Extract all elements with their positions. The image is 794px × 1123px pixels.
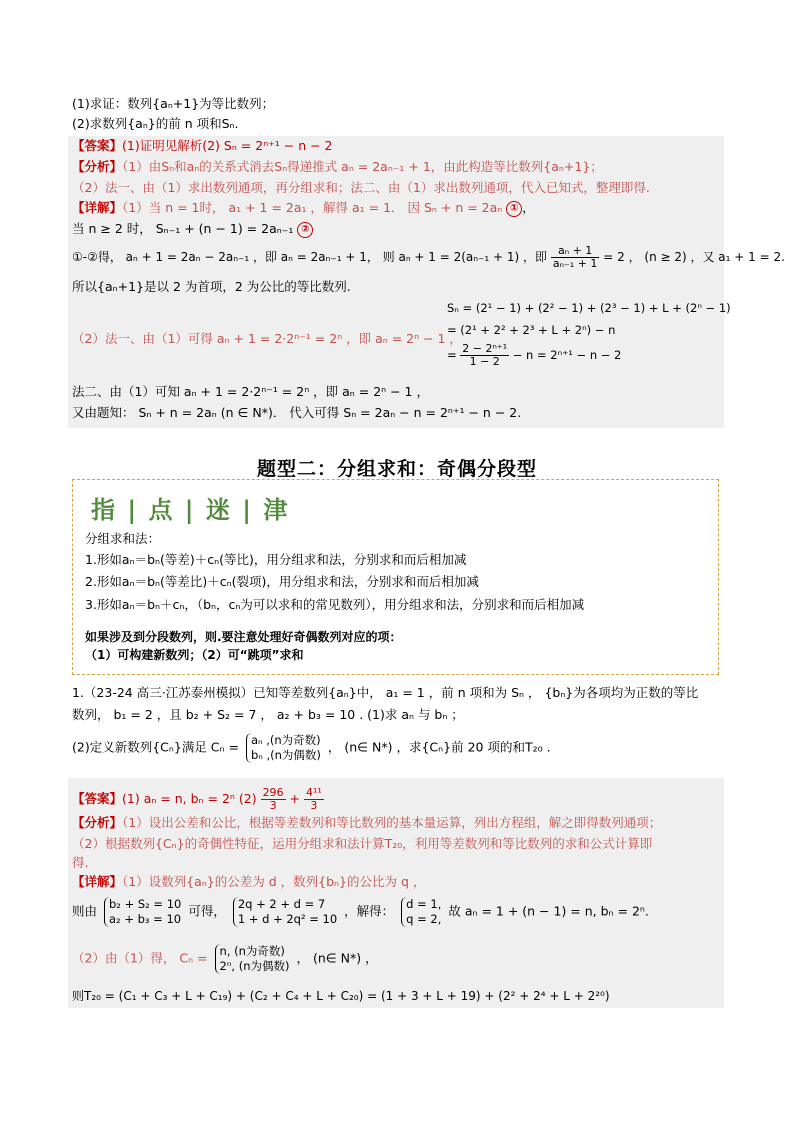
sum-line-2: = (2¹ + 2² + 2³ + L + 2ⁿ) − n (447, 323, 616, 337)
detail-b-part2 (72, 944, 378, 974)
answer-b-frac-1-num: 296 (262, 786, 284, 799)
system-2-eq-b: 1 + d + 2q² = 10 (237, 912, 338, 926)
answer-b-plus: + (289, 791, 301, 806)
problem-b-line-2: 数列， b₁ = 2 ，且 b₂ + S₂ = 7 ， a₂ + b₃ = 10 . (1)求 aₙ 与 bₙ ； (72, 707, 464, 722)
detail-b-1 (72, 874, 425, 890)
ratio-numerator: aₙ + 1 (551, 245, 600, 258)
detail-a-1: 【详解】（1）当 n = 1时， a₁ + 1 = 2a₁ ，解得 a₁ = 1． 因 Sₙ + n = 2aₙ ① ， (72, 200, 535, 215)
analysis-b-1 (72, 815, 661, 831)
tips-item-3: 3.形如aₙ＝bₙ＋cₙ，（bₙ，cₙ为可以求和的常见数列），用分组求和法，分别求和而后相加减 (85, 597, 585, 612)
system-1-eq-b: a₂ + b₃ = 10 (109, 912, 182, 926)
detail-b-final: 则T₂₀ = (C₁ + C₃ + L + C₁₉) + (C₂ + C₄ + L + C₂₀) = (1 + 3 + L + 19) + (2² + 2⁴ + L + 2²⁰) (72, 989, 610, 1003)
answer-a-line (72, 138, 333, 154)
part2-pre: （2）由（1）得， Cₙ = (72, 950, 208, 966)
part2-post: ， (n∈ N*) ， (296, 950, 378, 966)
problem-b-q2-pre: (2)定义新数列{Cₙ}满足 Cₙ = (72, 739, 239, 755)
answer-label: 【答案】 (72, 138, 123, 153)
system-1-eq-a: b₂ + S₂ = 10 (109, 897, 182, 911)
tips-note-1: 如果涉及到分段数列，则.要注意处理好奇偶数列对应的项： (85, 630, 402, 644)
tips-box (72, 479, 719, 675)
system-3-eq-a: d = 1, (406, 897, 442, 911)
problem-b-line-1: 1.（23-24 高三·江苏泰州模拟）已知等差数列{aₙ}中， a₁ = 1 ，前 n 项和为 Sₙ ， {bₙ}为各项均为正数的等比 (72, 685, 699, 700)
detail-text-3b: = 2 ， (n ≥ 2) ，又 a₁ + 1 = 2. (603, 250, 785, 264)
section-title: 题型二：分组求和：奇偶分段型 (256, 458, 537, 480)
tips-heading: 指 | 点 | 迷 | 津 (91, 495, 290, 524)
tips-intro: 分组求和法： (85, 531, 161, 546)
system-3-eq-b: q = 2, (406, 912, 442, 926)
analysis-a-1 (72, 159, 603, 175)
piecewise-case-2: bₙ ,(n为偶数) (250, 748, 321, 762)
tips-note-2: （1）可构建新数列；（2）可“跳项”求和 (85, 648, 304, 662)
analysis-b-text-1: （1）设出公差和公比，根据等差数列和等比数列的基本量运算，列出方程组，解之即得数列通项； (122, 815, 662, 830)
method1-line: （2）法一、由（1）可得 aₙ + 1 = 2·2ⁿ⁻¹ = 2ⁿ ，即 aₙ = 2ⁿ − 1 ， (72, 331, 462, 346)
analysis-a-2: （2）法一、由（1）求出数列通项，再分组求和；法二、由（1）求出数列通项，代入已知式，整理即得. (72, 180, 650, 195)
part2-brace (215, 944, 290, 974)
method2-line-2: 又由题知： Sₙ + n = 2aₙ (n ∈ N*)． 代入可得 Sₙ = 2aₙ − n = 2ⁿ⁺¹ − n − 2. (72, 405, 522, 420)
detail-label: 【详解】 (72, 200, 123, 215)
solve-text: ，解得： (344, 903, 395, 919)
part2-case-1: n, (n为奇数) (219, 944, 285, 958)
analysis-text-1: （1）由Sₙ和aₙ的关系式消去Sₙ得递推式 aₙ = 2aₙ₋₁ + 1，由此构造等比数列{aₙ+1}； (122, 159, 603, 174)
answer-b-frac-2 (304, 787, 324, 812)
analysis-b-3: 得. (72, 855, 89, 870)
answer-text: (1)证明见解析(2) Sₙ = 2ⁿ⁺¹ − n − 2 (122, 138, 333, 153)
hence-text: 故 aₙ = 1 + (n − 1) = n, bₙ = 2ⁿ. (448, 903, 649, 919)
answer-b-label: 【答案】 (72, 791, 123, 806)
detail-text-3a: ①-②得， aₙ + 1 = 2aₙ − 2aₙ₋₁ ，即 aₙ = 2aₙ₋₁ + 1， 则 aₙ + 1 = 2(aₙ₋₁ + 1) ，即 (72, 250, 548, 264)
detail-a-3 (72, 245, 785, 270)
analysis-b-label: 【分析】 (72, 815, 123, 830)
sum-line-3: = $\frac{\text{2 − 2ⁿ⁺¹}}{1 - 2}$ − n = 2ⁿ⁺¹ − n − 2 (447, 342, 622, 368)
circle-one-icon: ① (506, 201, 522, 217)
answer-b-frac-2-num: 4¹¹ (306, 786, 322, 799)
sum-numerator: 2 − 2ⁿ⁺¹ (462, 342, 508, 355)
piecewise-brace (246, 733, 321, 763)
answer-b-frac-1 (261, 787, 286, 812)
piecewise-case-1: aₙ ,(n为奇数) (250, 733, 321, 747)
detail-b-text-1: （1）设数列{aₙ}的公差为 d ，数列{bₙ}的公比为 q ， (122, 874, 426, 889)
system-2-eq-a: 2q + 2 + d = 7 (237, 897, 326, 911)
answer-b-frac-1-den: 3 (269, 799, 277, 812)
detail-text-2: 当 n ≥ 2 时， Sₙ₋₁ + (n − 1) = 2aₙ₋₁ (72, 221, 294, 236)
analysis-b-2: （2）根据数列{Cₙ}的奇偶性特征，运用分组求和法计算T₂₀，利用等差数列和等比数列的求和公式计算即 (72, 836, 653, 851)
problem-a-q1: (1)求证：数列{aₙ+1}为等比数列； (72, 96, 275, 111)
problem-b-q2-post: ， (n∈ N*) ，求{Cₙ}前 20 项的和T₂₀ . (327, 739, 551, 755)
system-1-brace (104, 897, 181, 927)
ratio-denominator: aₙ₋₁ + 1 (552, 257, 598, 270)
detail-b-label: 【详解】 (72, 874, 123, 889)
system-2-brace (233, 897, 337, 927)
detail-b-system (72, 897, 649, 927)
detail-a-4: 所以{aₙ+1}是以 2 为首项，2 为公比的等比数列. (72, 279, 351, 294)
part2-case-2: 2ⁿ, (n为偶数) (219, 959, 290, 973)
circle-two-icon: ② (297, 222, 313, 238)
answer-b-text: (1) aₙ = n, bₙ = 2ⁿ (2) (122, 791, 257, 806)
sum-fraction (460, 343, 509, 368)
can-get-text: 可得， (188, 903, 226, 919)
method2-line-1: 法二、由（1）可知 aₙ + 1 = 2·2ⁿ⁻¹ = 2ⁿ ，即 aₙ = 2ⁿ − 1 ， (72, 384, 429, 399)
answer-b-frac-2-den: 3 (310, 799, 318, 812)
answer-b-line (72, 787, 324, 812)
detail-a-2 (72, 221, 313, 238)
tips-item-1: 1.形如aₙ＝bₙ(等差)＋cₙ(等比)，用分组求和法，分别求和而后相加减 (85, 552, 467, 567)
sum-line-3-tail: − n = 2ⁿ⁺¹ − n − 2 (512, 348, 622, 362)
ratio-fraction (551, 245, 600, 270)
then-text: 则由 (72, 903, 98, 919)
problem-a-q2: (2)求数列{aₙ}的前 n 项和Sₙ. (72, 116, 239, 131)
analysis-label: 【分析】 (72, 159, 123, 174)
sum-line-1: Sₙ = (2¹ − 1) + (2² − 1) + (2³ − 1) + L + (2ⁿ − 1) (447, 301, 731, 315)
sum-denominator: 1 − 2 (469, 355, 500, 368)
detail-text-1: （1）当 n = 1时， a₁ + 1 = 2a₁ ，解得 a₁ = 1． 因 Sₙ + n = 2aₙ (122, 200, 503, 215)
tips-item-2: 2.形如aₙ＝bₙ(等差比)＋cₙ(裂项)，用分组求和法，分别求和而后相加减 (85, 574, 479, 589)
system-3-brace (401, 897, 441, 927)
problem-b-line-3 (72, 733, 551, 763)
